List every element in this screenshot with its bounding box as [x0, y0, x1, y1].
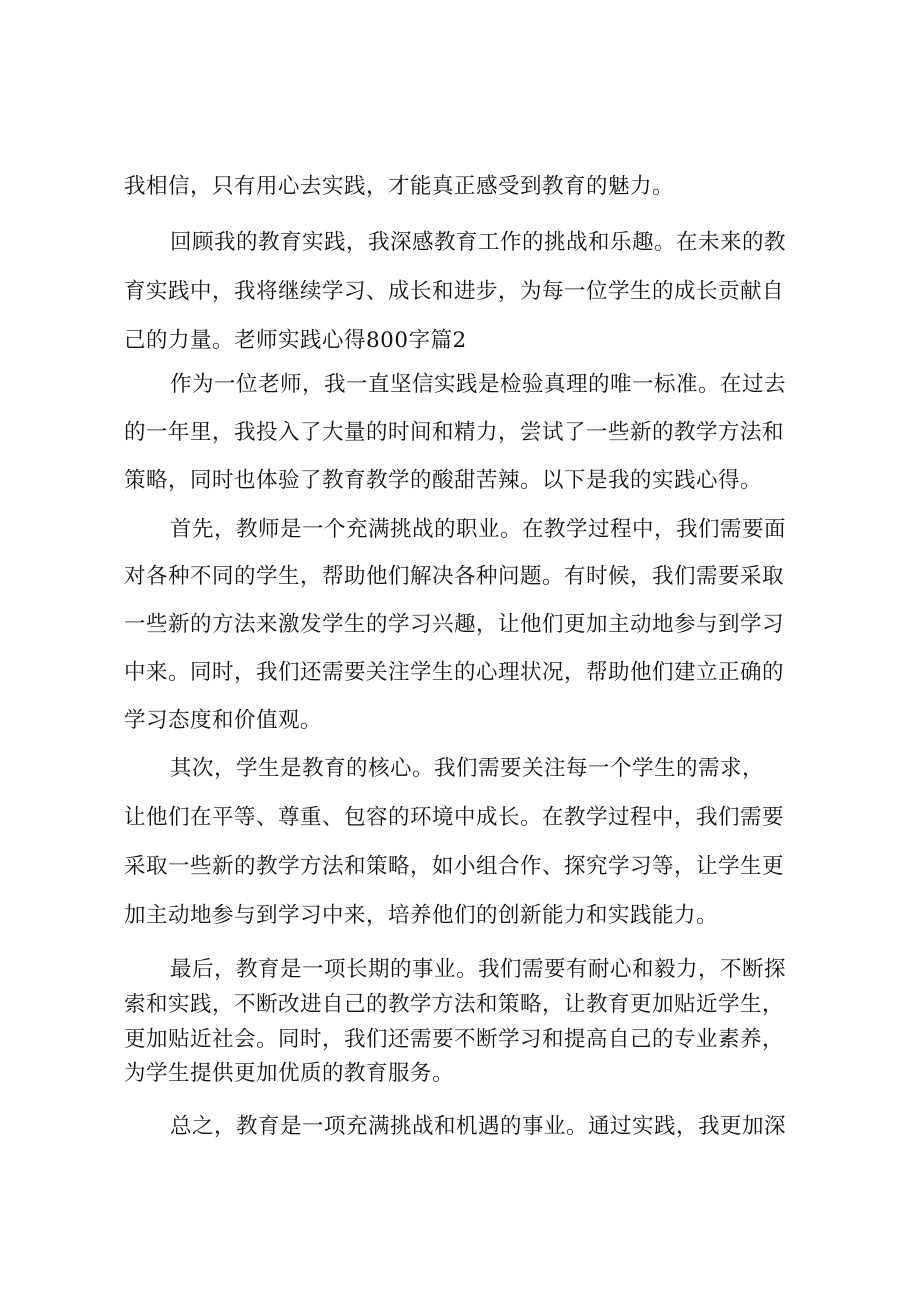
text-line-with-heading: 己的力量。老师实践心得800字篇2: [124, 328, 467, 353]
text-line: 更加贴近社会。同时，我们还需要不断学习和提高自己的专业素养，: [124, 1027, 785, 1052]
text-line: 学习态度和价值观。: [124, 708, 323, 733]
text-line: 中来。同时，我们还需要关注学生的心理状况，帮助他们建立正确的: [124, 660, 785, 685]
text-line: 育实践中，我将继续学习、成长和进步，为每一位学生的成长贡献自: [124, 279, 785, 304]
paragraph-first-line: 总之，教育是一项充满挑战和机遇的事业。通过实践，我更加深: [170, 1114, 787, 1139]
text-line: 采取一些新的教学方法和策略，如小组合作、探究学习等，让学生更: [124, 854, 785, 879]
paragraph-first-line: 回顾我的教育实践，我深感教育工作的挑战和乐趣。在未来的教: [170, 230, 787, 255]
text-line: 索和实践，不断改进自己的教学方法和策略，让教育更加贴近学生，: [124, 992, 785, 1017]
text-line: 让他们在平等、尊重、包容的环境中成长。在教学过程中，我们需要: [124, 805, 785, 830]
text-line: 策略，同时也体验了教育教学的酸甜苦辣。以下是我的实践心得。: [124, 468, 763, 493]
text-line: 的一年里，我投入了大量的时间和精力，尝试了一些新的教学方法和: [124, 420, 785, 445]
text-line: 为学生提供更加优质的教育服务。: [124, 1061, 455, 1086]
text-line: 加主动地参与到学习中来，培养他们的创新能力和实践能力。: [124, 903, 719, 928]
paragraph-first-line: 其次，学生是教育的核心。我们需要关注每一个学生的需求，: [170, 756, 765, 781]
paragraph-first-line: 首先，教师是一个充满挑战的职业。在教学过程中，我们需要面: [170, 517, 787, 542]
text-line: 一些新的方法来激发学生的学习兴趣，让他们更加主动地参与到学习: [124, 612, 785, 637]
paragraph-first-line: 作为一位老师，我一直坚信实践是检验真理的唯一标准。在过去: [170, 372, 787, 397]
text-line: 对各种不同的学生，帮助他们解决各种问题。有时候，我们需要采取: [124, 564, 785, 589]
paragraph-first-line: 最后，教育是一项长期的事业。我们需要有耐心和毅力，不断探: [170, 957, 787, 982]
text-line: 我相信，只有用心去实践，才能真正感受到教育的魅力。: [124, 174, 675, 199]
